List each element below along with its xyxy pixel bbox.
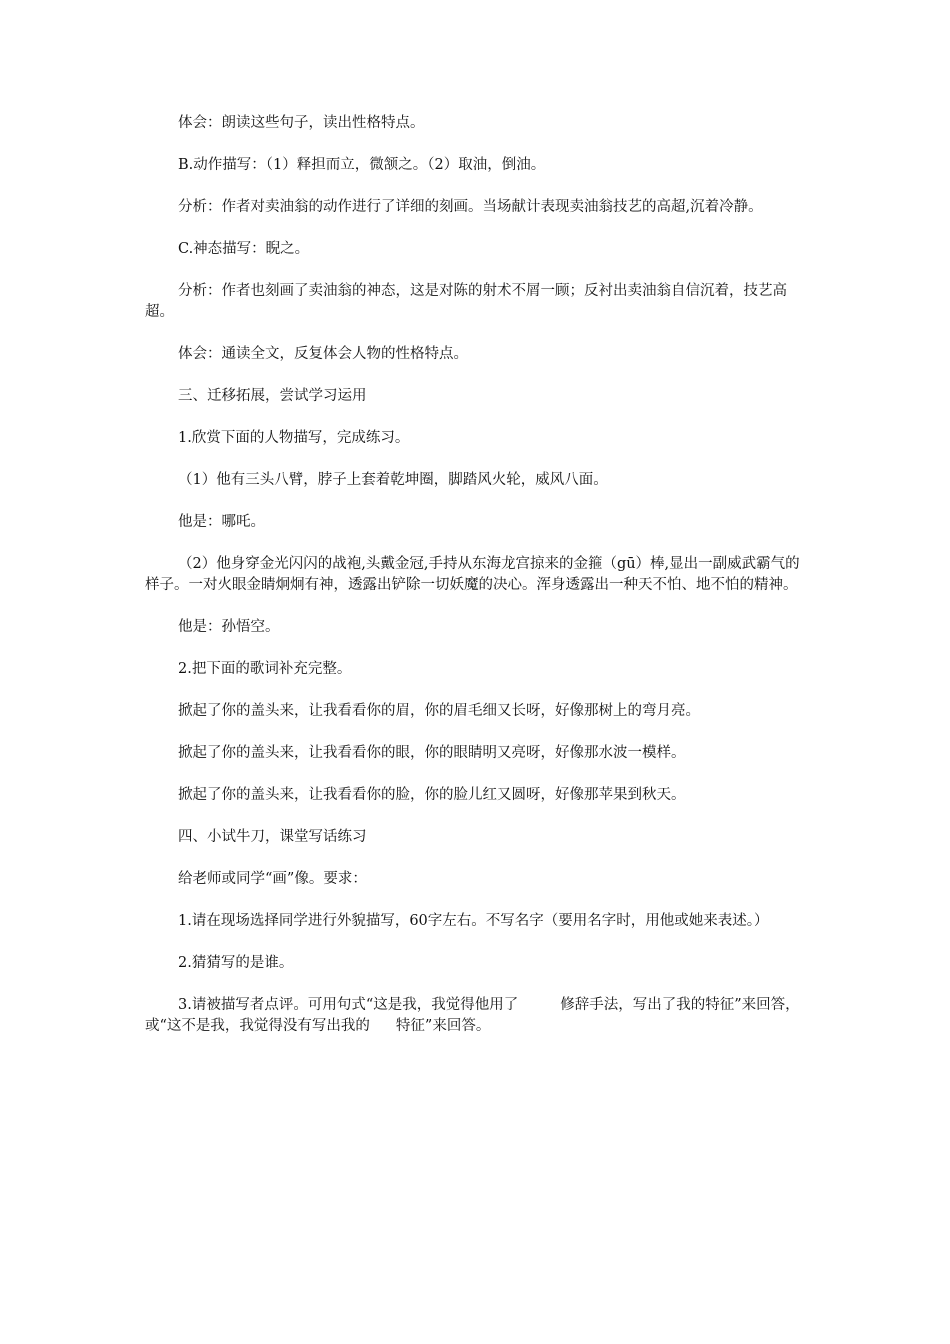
lyric-line: 掀起了你的盖头来，让我看看你的眼，你的眼睛明又亮呀，好像那水波一模样。 — [178, 745, 686, 761]
document-body — [145, 113, 805, 1058]
paragraph: （1）他有三头八臂，脖子上套着乾坤圈，脚踏风火轮，威风八面。 — [178, 472, 608, 488]
paragraph: 1.请在现场选择同学进行外貌描写，60字左右。不写名字（要用名字时，用他或她来表述。） — [178, 913, 769, 929]
paragraph-part: 特征”来回答。 — [395, 1018, 491, 1034]
paragraph: 1.欣赏下面的人物描写，完成练习。 — [178, 430, 410, 446]
paragraph: 2.猜猜写的是谁。 — [178, 955, 294, 971]
paragraph: 体会：通读全文，反复体会人物的性格特点。 — [178, 346, 468, 362]
paragraph: C.神态描写：睨之。 — [178, 241, 310, 257]
paragraph: B.动作描写：（1）释担而立，微颔之。（2）取油，倒油。 — [178, 157, 546, 173]
paragraph: 他是：孙悟空。 — [178, 619, 280, 635]
paragraph: 分析：作者也刻画了卖油翁的神态，这是对陈的射术不屑一顾；反衬出卖油翁自信沉着，技艺高超。 — [145, 283, 787, 320]
paragraph: 体会：朗读这些句子，读出性格特点。 — [178, 115, 425, 131]
paragraph: 给老师或同学“画”像。要求： — [178, 871, 367, 887]
paragraph-part: 修辞手法，写出了我的特征”来回答，或“这不是我，我觉得没有写出我的 — [145, 997, 800, 1034]
lyric-line: 掀起了你的盖头来，让我看看你的脸，你的脸儿红又圆呀，好像那苹果到秋天。 — [178, 787, 686, 803]
paragraph: 分析：作者对卖油翁的动作进行了详细的刻画。当场献计表现卖油翁技艺的高超,沉着冷静。 — [178, 199, 763, 215]
section-heading: 四、小试牛刀，课堂写话练习 — [178, 829, 367, 845]
section-heading: 三、迁移拓展，尝试学习运用 — [178, 388, 367, 404]
paragraph-with-blanks — [145, 995, 805, 1037]
paragraph: 2.把下面的歌词补充完整。 — [178, 661, 352, 677]
lyric-line: 掀起了你的盖头来，让我看看你的眉，你的眉毛细又长呀，好像那树上的弯月亮。 — [178, 703, 700, 719]
paragraph: （2）他身穿金光闪闪的战袍,头戴金冠,手持从东海龙宫掠来的金箍（gū）棒,显出一副威武霸气的样子。一对火眼金睛炯炯有神，透露出铲除一切妖魔的决心。浑身透露出一种天不怕、地不怕的精神。 — [145, 556, 800, 593]
paragraph-part: 3.请被描写者点评。可用句式“这是我，我觉得他用了 — [178, 997, 519, 1013]
paragraph: 他是：哪吒。 — [178, 514, 265, 530]
